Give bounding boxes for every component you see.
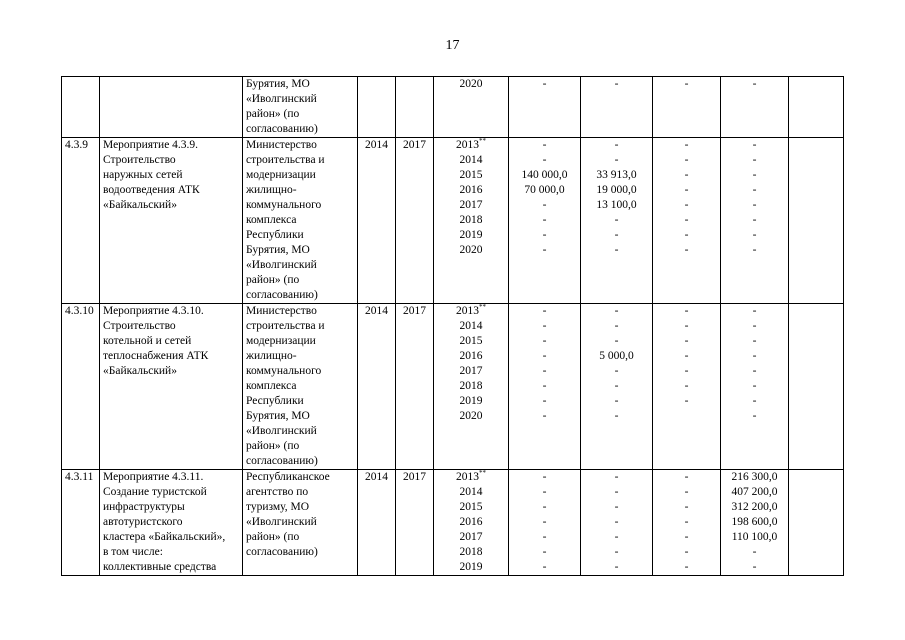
measure-name-line: Создание туристской xyxy=(103,486,207,498)
funding-value: - xyxy=(684,320,689,332)
funding-value: - xyxy=(684,546,689,558)
executor-line: строительства и xyxy=(246,320,325,332)
funding-value: - xyxy=(684,229,689,241)
funding-value: 70 000,0 xyxy=(524,184,565,196)
measure-name-line: инфраструктуры xyxy=(103,501,185,513)
funding-value: 33 913,0 xyxy=(596,169,637,181)
funding-value: - xyxy=(684,395,689,407)
funding-value: - xyxy=(542,139,547,151)
year-line: 2016 xyxy=(459,350,483,362)
funding-value: - xyxy=(684,501,689,513)
notes-cell xyxy=(789,77,844,138)
year-line: 2017 xyxy=(459,531,483,543)
funding-value: - xyxy=(752,395,757,407)
table-row xyxy=(62,77,844,138)
notes-cell xyxy=(789,138,844,304)
funding-value: - xyxy=(542,244,547,256)
funding-value: - xyxy=(752,214,757,226)
funding-value: - xyxy=(684,486,689,498)
funding-cell-2 xyxy=(581,470,653,576)
executor-line: Республики xyxy=(246,395,304,407)
year-footnote-mark: ** xyxy=(479,137,486,146)
measure-name-line: в том числе: xyxy=(103,546,163,558)
year-line: 2017 xyxy=(459,199,483,211)
end-year-cell: 2017 xyxy=(396,470,434,576)
executor-line: «Иволгинский xyxy=(246,516,317,528)
measure-name-line: автотуристского xyxy=(103,516,183,528)
funding-value: - xyxy=(542,516,547,528)
year-line: 2016 xyxy=(459,184,483,196)
executor-line: согласованию) xyxy=(246,546,318,558)
years-cell xyxy=(434,304,509,470)
funding-value: - xyxy=(752,365,757,377)
year-line: 2018 xyxy=(459,214,483,226)
funding-value: - xyxy=(752,380,757,392)
funding-value: - xyxy=(752,350,757,362)
start-year-cell xyxy=(358,77,396,138)
funding-value: - xyxy=(752,335,757,347)
page-number: 17 xyxy=(445,38,460,53)
executor-line: Министерство xyxy=(246,305,317,317)
measure-code-cell: 4.3.10 xyxy=(62,304,100,470)
measure-name-line: теплоснабжения АТК xyxy=(103,350,209,362)
funding-cell-3 xyxy=(653,138,721,304)
year-line: 2014 xyxy=(459,154,483,166)
funding-cell-3 xyxy=(653,77,721,138)
end-year-cell xyxy=(396,77,434,138)
year-line: 2019 xyxy=(459,229,483,241)
executor-line: район» (по xyxy=(246,274,300,286)
funding-cell-1 xyxy=(509,304,581,470)
measure-name-line: котельной и сетей xyxy=(103,335,192,347)
funding-value: - xyxy=(542,214,547,226)
executor-line: район» (по xyxy=(246,108,300,120)
table-row xyxy=(62,470,844,576)
funding-value: - xyxy=(752,199,757,211)
measure-name-cell xyxy=(100,470,243,576)
funding-value: - xyxy=(614,471,619,483)
executor-line: район» (по xyxy=(246,440,300,452)
year-line: 2018 xyxy=(459,380,483,392)
funding-value: - xyxy=(542,365,547,377)
funding-cell-1 xyxy=(509,138,581,304)
funding-value xyxy=(656,409,717,424)
year-line: 2019 xyxy=(459,561,483,573)
funding-value: - xyxy=(542,546,547,558)
executor-cell xyxy=(243,470,358,576)
funding-value: - xyxy=(614,139,619,151)
year-line: 2019 xyxy=(459,395,483,407)
funding-value: - xyxy=(614,305,619,317)
year-line: 2014 xyxy=(459,320,483,332)
executor-line: «Иволгинский xyxy=(246,93,317,105)
funding-value: - xyxy=(542,320,547,332)
notes-cell xyxy=(789,470,844,576)
funding-cell-3 xyxy=(653,470,721,576)
funding-value: - xyxy=(614,501,619,513)
year-line: 2013** xyxy=(456,469,486,483)
funding-value: - xyxy=(684,471,689,483)
funding-value: - xyxy=(614,380,619,392)
executor-line: Бурятия, МО xyxy=(246,244,310,256)
executor-line: согласованию) xyxy=(246,455,318,467)
executor-line: комплекса xyxy=(246,214,297,226)
funding-value: - xyxy=(542,471,547,483)
year-line: 2017 xyxy=(459,365,483,377)
year-line: 2015 xyxy=(459,335,483,347)
measure-name-cell xyxy=(100,304,243,470)
funding-value: - xyxy=(542,335,547,347)
executor-line: жилищно- xyxy=(246,350,297,362)
executor-line: «Иволгинский xyxy=(246,425,317,437)
executor-line: Министерство xyxy=(246,139,317,151)
funding-value: - xyxy=(752,78,757,90)
funding-value: - xyxy=(542,410,547,422)
funding-value: - xyxy=(614,244,619,256)
year-line: 2015 xyxy=(459,169,483,181)
funding-cell-2 xyxy=(581,304,653,470)
funding-value: - xyxy=(614,365,619,377)
year-line: 2020 xyxy=(459,244,483,256)
funding-value: - xyxy=(542,561,547,573)
funding-cell-4 xyxy=(721,138,789,304)
funding-value: - xyxy=(684,335,689,347)
table-row xyxy=(62,304,844,470)
funding-value: - xyxy=(542,305,547,317)
start-year-cell: 2014 xyxy=(358,470,396,576)
funding-value: 216 300,0 xyxy=(731,471,778,483)
executor-line: «Иволгинский xyxy=(246,259,317,271)
funding-value: - xyxy=(684,350,689,362)
years-cell xyxy=(434,138,509,304)
funding-value: - xyxy=(542,486,547,498)
year-line: 2020 xyxy=(459,78,483,90)
funding-value: - xyxy=(684,531,689,543)
funding-value: - xyxy=(684,365,689,377)
executor-line: согласованию) xyxy=(246,123,318,135)
funding-value: - xyxy=(684,516,689,528)
executor-line: Республики xyxy=(246,229,304,241)
executor-line: район» (по xyxy=(246,531,300,543)
measure-name-line: «Байкальский» xyxy=(103,199,177,211)
executor-line: агентство по xyxy=(246,486,309,498)
funding-value: - xyxy=(752,229,757,241)
measure-name-line: коллективные средства xyxy=(103,561,217,573)
funding-value: 19 000,0 xyxy=(596,184,637,196)
executor-line: туризму, МО xyxy=(246,501,310,513)
measure-code-cell: 4.3.11 xyxy=(62,470,100,576)
funding-cell-3 xyxy=(653,304,721,470)
executor-line: Бурятия, МО xyxy=(246,78,310,90)
executor-line: модернизации xyxy=(246,335,316,347)
executor-line: жилищно- xyxy=(246,184,297,196)
funding-value: - xyxy=(684,244,689,256)
funding-value: 407 200,0 xyxy=(731,486,778,498)
funding-value: - xyxy=(752,184,757,196)
notes-cell xyxy=(789,304,844,470)
funding-value: - xyxy=(614,78,619,90)
funding-value: 312 200,0 xyxy=(731,501,778,513)
year-footnote-mark: ** xyxy=(479,469,486,478)
measure-name-line: Строительство xyxy=(103,320,176,332)
year-line: 2014 xyxy=(459,486,483,498)
table-body xyxy=(62,77,844,576)
funding-value: - xyxy=(614,320,619,332)
year-line: 2016 xyxy=(459,516,483,528)
measure-name-line: водоотведения АТК xyxy=(103,184,200,196)
year-line: 2013** xyxy=(456,137,486,151)
executor-cell xyxy=(243,304,358,470)
funding-value: - xyxy=(684,305,689,317)
funding-value: - xyxy=(614,229,619,241)
funding-value: - xyxy=(752,244,757,256)
measures-table xyxy=(61,76,844,576)
measure-name-cell xyxy=(100,138,243,304)
funding-value: - xyxy=(684,154,689,166)
end-year-cell: 2017 xyxy=(396,138,434,304)
funding-value: - xyxy=(614,546,619,558)
funding-value: - xyxy=(614,154,619,166)
funding-value: - xyxy=(542,78,547,90)
funding-value: - xyxy=(614,516,619,528)
executor-cell xyxy=(243,138,358,304)
funding-value: - xyxy=(542,501,547,513)
start-year-cell: 2014 xyxy=(358,138,396,304)
funding-value: - xyxy=(614,486,619,498)
funding-value: - xyxy=(542,154,547,166)
funding-value: - xyxy=(614,395,619,407)
funding-value: 5 000,0 xyxy=(599,350,634,362)
funding-value: - xyxy=(684,139,689,151)
funding-cell-1 xyxy=(509,470,581,576)
table-row xyxy=(62,138,844,304)
funding-value: - xyxy=(752,139,757,151)
funding-cell-2 xyxy=(581,77,653,138)
funding-value: 140 000,0 xyxy=(521,169,568,181)
funding-value: - xyxy=(684,78,689,90)
funding-value: - xyxy=(684,169,689,181)
year-line: 2013** xyxy=(456,303,486,317)
measure-name-line: Мероприятие 4.3.9. xyxy=(103,139,199,151)
funding-value: - xyxy=(752,561,757,573)
funding-value: 198 600,0 xyxy=(731,516,778,528)
executor-line: строительства и xyxy=(246,154,325,166)
year-line: 2020 xyxy=(459,410,483,422)
funding-value: - xyxy=(752,305,757,317)
funding-value: - xyxy=(542,350,547,362)
executor-line: коммунального xyxy=(246,199,322,211)
executor-line: модернизации xyxy=(246,169,316,181)
funding-value: - xyxy=(752,546,757,558)
funding-cell-4 xyxy=(721,77,789,138)
funding-value: - xyxy=(614,531,619,543)
executor-line: Республиканское xyxy=(246,471,330,483)
funding-value: 13 100,0 xyxy=(596,199,637,211)
funding-value: - xyxy=(684,214,689,226)
end-year-cell: 2017 xyxy=(396,304,434,470)
funding-value: - xyxy=(542,531,547,543)
funding-value: - xyxy=(614,214,619,226)
measure-name-line: кластера «Байкальский», xyxy=(103,531,226,543)
funding-cell-4 xyxy=(721,470,789,576)
measure-name-line: «Байкальский» xyxy=(103,365,177,377)
funding-value: - xyxy=(684,561,689,573)
funding-value: - xyxy=(614,561,619,573)
year-footnote-mark: ** xyxy=(479,303,486,312)
funding-value: - xyxy=(752,154,757,166)
funding-value: - xyxy=(614,335,619,347)
funding-value: - xyxy=(542,395,547,407)
funding-value: - xyxy=(614,410,619,422)
executor-cell xyxy=(243,77,358,138)
funding-value: - xyxy=(752,169,757,181)
funding-value: - xyxy=(542,229,547,241)
years-cell xyxy=(434,77,509,138)
executor-line: коммунального xyxy=(246,365,322,377)
year-line: 2015 xyxy=(459,501,483,513)
funding-cell-4 xyxy=(721,304,789,470)
funding-value: - xyxy=(542,199,547,211)
start-year-cell: 2014 xyxy=(358,304,396,470)
measure-name-line: Мероприятие 4.3.10. xyxy=(103,305,204,317)
measure-name-line: Мероприятие 4.3.11. xyxy=(103,471,204,483)
funding-value: 110 100,0 xyxy=(731,531,778,543)
year-line: 2018 xyxy=(459,546,483,558)
funding-cell-2 xyxy=(581,138,653,304)
funding-value: - xyxy=(684,380,689,392)
measure-name-line: Строительство xyxy=(103,154,176,166)
years-cell xyxy=(434,470,509,576)
measure-name-cell xyxy=(100,77,243,138)
funding-value: - xyxy=(684,199,689,211)
funding-value: - xyxy=(684,184,689,196)
measure-code-cell xyxy=(62,77,100,138)
executor-line: Бурятия, МО xyxy=(246,410,310,422)
funding-value: - xyxy=(752,410,757,422)
funding-value: - xyxy=(752,320,757,332)
measure-name-line: наружных сетей xyxy=(103,169,183,181)
measure-code-cell: 4.3.9 xyxy=(62,138,100,304)
funding-value: - xyxy=(542,380,547,392)
executor-line: комплекса xyxy=(246,380,297,392)
funding-cell-1 xyxy=(509,77,581,138)
executor-line: согласованию) xyxy=(246,289,318,301)
